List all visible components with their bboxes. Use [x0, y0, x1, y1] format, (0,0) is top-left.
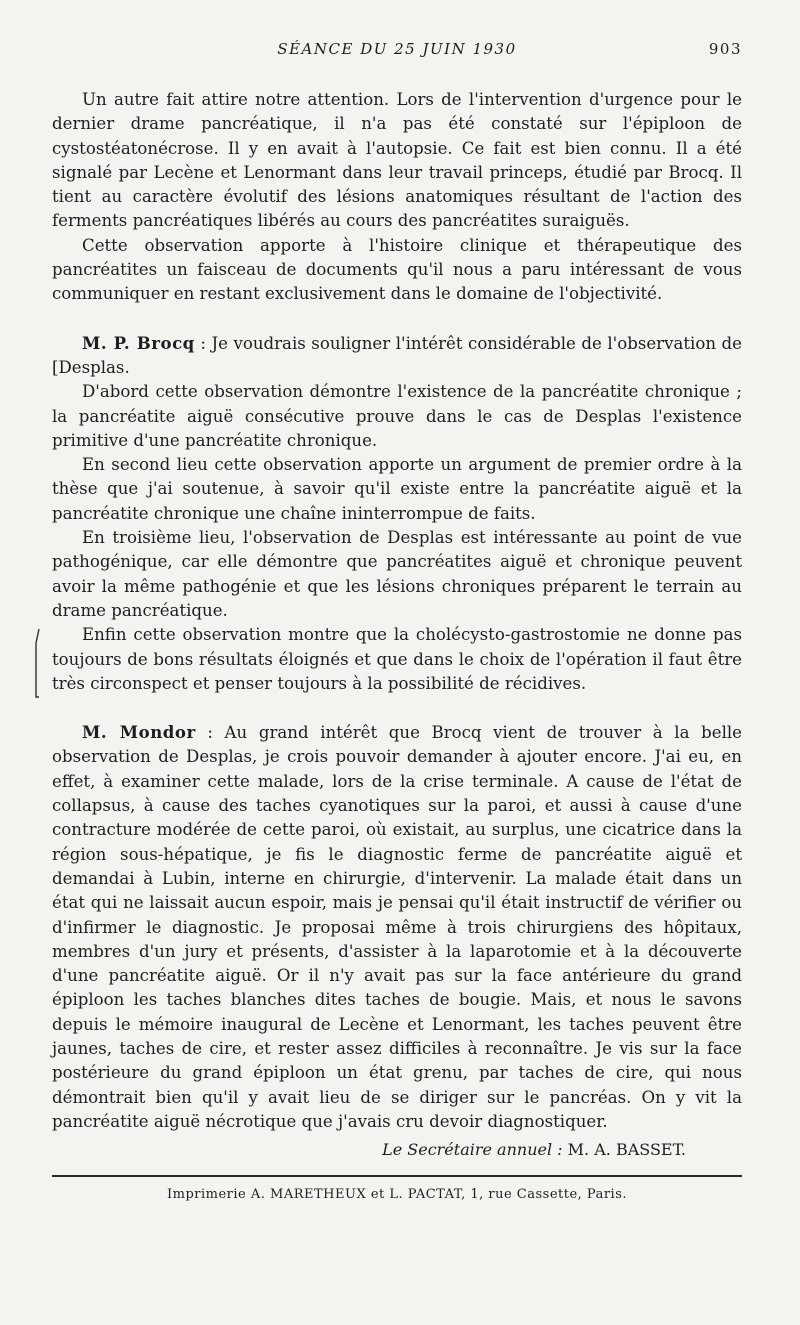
printer-imprint: Imprimerie A. MARETHEUX et L. PACTAT, 1, rue Cassette, Paris.	[166, 1187, 628, 1203]
paragraph-brocq	[52, 331, 742, 381]
margin-bracket-mark	[34, 627, 40, 699]
running-title: SÉANCE DU 25 JUIN 1930	[277, 40, 517, 58]
footer-rule	[52, 1175, 742, 1177]
paragraph: D'abord cette observation démontre l'existence de la pancréatite chronique ; la pancréatite aiguë consécutive prouve dans le cas de Desplas l'existence primitive d'une pancréatite chronique.	[52, 382, 742, 450]
paragraph: Enfin cette observation montre que la cholécysto-gastrostomie ne donne pas toujours de bons résultats éloignés et que dans le choix de l'opération il faut être très circonspect et penser toujours à la possibilité de récidives.	[52, 625, 742, 693]
paragraph-mondor	[52, 720, 742, 1134]
paragraph: En troisième lieu, l'observation de Desplas est intéressante au point de vue pathogénique, car elle démontre que pancréatites aiguë et chronique peuvent avoir la même pathogénie et que les lésions chroniques préparent le terrain au drame pancréatique.	[52, 528, 742, 620]
paragraph: Un autre fait attire notre attention. Lors de l'intervention d'urgence pour le dernier drame pancréatique, il n'a pas été constaté sur l'épiploon de cystostéatonécrose. Il y en avait à l'autopsie. Ce fait est bien connu. Il a été signalé par Lecène et Lenormant dans leur travail princeps, étudié par Brocq. Il tient au caractère évolutif des lésions anatomiques résultant de l'action des ferments pancréatiques libérés au cours des pancréatites suraiguës.	[52, 90, 742, 231]
signature-label: Le Secrétaire annuel :	[382, 1140, 563, 1160]
speaker-name: M. Mondor	[82, 722, 196, 743]
page-header	[52, 40, 742, 66]
paragraph-text: : Au grand intérêt que Brocq vient de trouver à la belle observation de Desplas, je crois pouvoir demander à ajouter encore. J'ai eu, en effet, à examiner cette malade, lors de la crise terminale. A cause de l'état de collapsus, à cause des taches cyanotiques sur la paroi, et aussi à cause d'une contracture modérée de cette paroi, où existait, au surplus, une cicatrice dans la région sous-hépatique, je fis le diagnostic ferme de pancréatite aiguë et demandai à Lubin, interne en chirurgie, d'intervenir. La malade était dans un état qui ne laissait aucun espoir, mais je pensai qu'il était instructif de vérifier ou d'infirmer le diagnostic. Je proposai même à trois chirurgiens des hôpitaux, membres d'un jury et présents, d'assister à la laparotomie et à la découverte d'une pancréatite aiguë. Or il n'y avait pas sur la face antérieure du grand épiploon les taches blanches dites taches de bougie. Mais, et nous le savons depuis le mémoire inaugural de Lecène et Lenormant, les taches peuvent être jaunes, taches de cire, et rester assez difficiles à reconnaître. Je vis sur la face postérieure du grand épiploon un état grenu, par taches de cire, qui nous démontrait bien qu'il y avait lieu de se diriger sur le pancréas. On y vit la pancréatite aiguë nécrotique que j'avais cru devoir diagnostiquer.	[52, 723, 742, 1131]
page-number: 903	[708, 40, 742, 58]
speaker-name: M. P. Brocq	[82, 332, 195, 353]
article-body	[52, 88, 742, 1134]
page	[52, 40, 742, 1202]
paragraph: Cette observation apporte à l'histoire clinique et thérapeutique des pancréatites un faisceau de documents qu'il nous a paru intéressant de vous communiquer en restant exclusivement dans le domaine de l'objectivité.	[52, 235, 742, 304]
paragraph-text: : Je voudrais souligner l'intérêt considérable de l'observation de [Desplas.	[52, 333, 742, 377]
signature-name: M. A. BASSET.	[567, 1140, 686, 1160]
paragraph: En second lieu cette observation apporte un argument de premier ordre à la thèse que j'ai soutenue, à savoir qu'il existe entre la pancréatite aiguë et la pancréatite chronique une chaîne ininterrompue de faits.	[52, 455, 742, 523]
signature-line	[52, 1140, 742, 1159]
